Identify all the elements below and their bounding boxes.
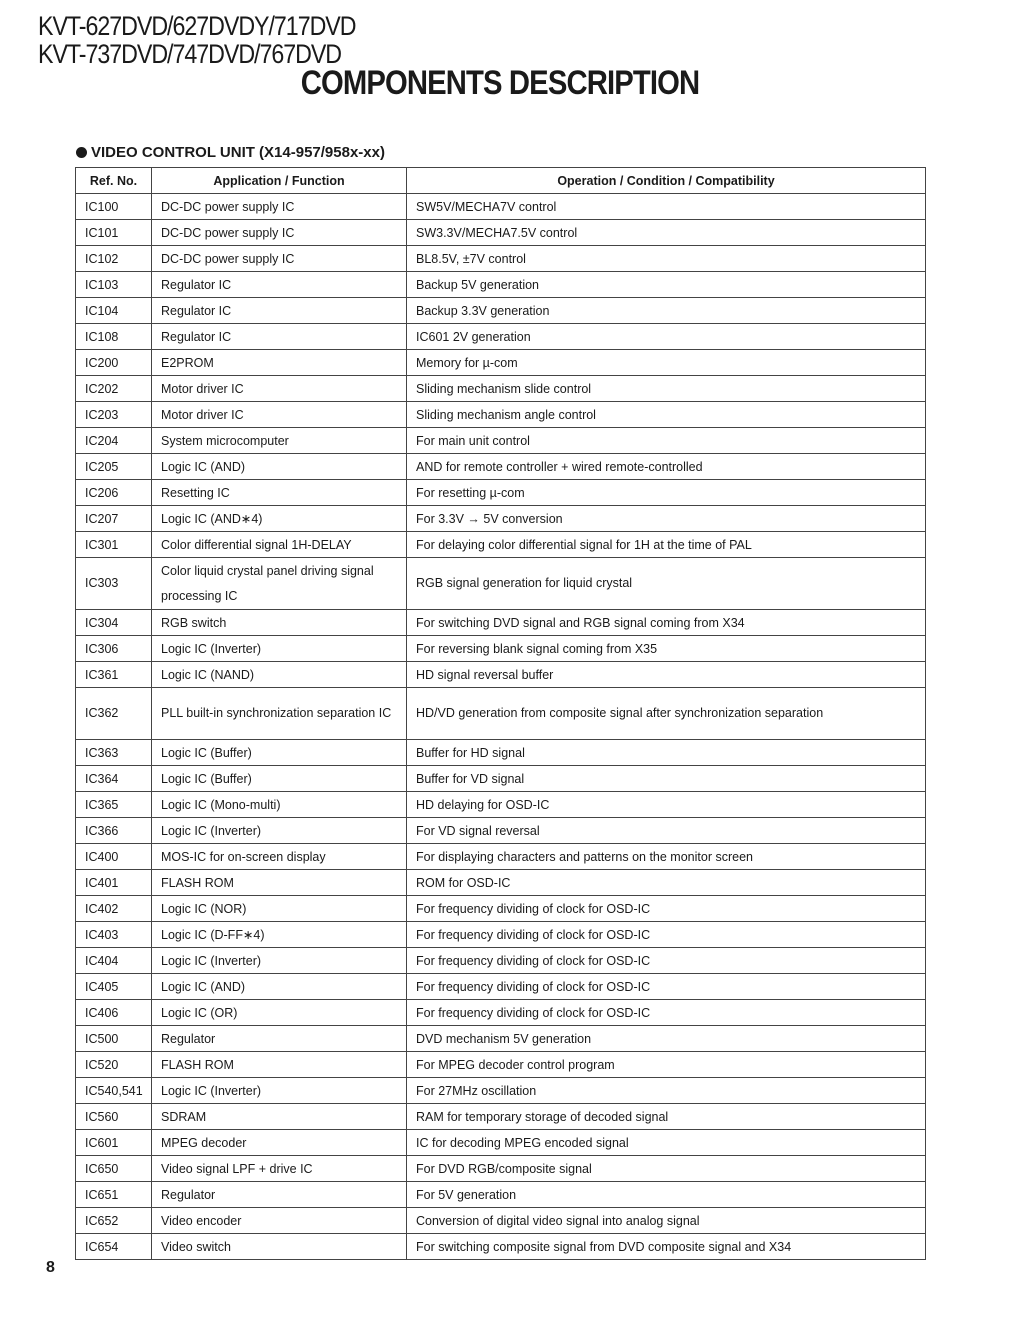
cell-operation: Buffer for VD signal (407, 766, 926, 792)
table-row (76, 948, 926, 974)
cell-function: Regulator IC (152, 324, 407, 350)
section-heading (76, 144, 385, 161)
cell-ref-no: IC207 (76, 506, 152, 532)
table-row (76, 1208, 926, 1234)
table-row (76, 1026, 926, 1052)
cell-ref-no: IC601 (76, 1130, 152, 1156)
table-row (76, 402, 926, 428)
cell-ref-no: IC403 (76, 922, 152, 948)
cell-ref-no: IC560 (76, 1104, 152, 1130)
cell-ref-no: IC100 (76, 194, 152, 220)
table-row (76, 740, 926, 766)
cell-function: Regulator IC (152, 298, 407, 324)
cell-operation: SW5V/MECHA7V control (407, 194, 926, 220)
cell-ref-no: IC405 (76, 974, 152, 1000)
cell-ref-no: IC203 (76, 402, 152, 428)
cell-function: E2PROM (152, 350, 407, 376)
cell-operation: Memory for µ-com (407, 350, 926, 376)
table-row (76, 324, 926, 350)
table-row (76, 1000, 926, 1026)
cell-operation: For main unit control (407, 428, 926, 454)
cell-ref-no: IC650 (76, 1156, 152, 1182)
cell-ref-no: IC400 (76, 844, 152, 870)
cell-function: Logic IC (AND) (152, 974, 407, 1000)
cell-ref-no: IC404 (76, 948, 152, 974)
cell-ref-no: IC101 (76, 220, 152, 246)
cell-operation: RAM for temporary storage of decoded signal (407, 1104, 926, 1130)
table-row (76, 194, 926, 220)
table-row (76, 272, 926, 298)
table-row (76, 662, 926, 688)
cell-function: Logic IC (Inverter) (152, 818, 407, 844)
table-row (76, 1104, 926, 1130)
cell-ref-no: IC103 (76, 272, 152, 298)
column-header-operation: Operation / Condition / Compatibility (407, 168, 926, 194)
table-row (76, 350, 926, 376)
components-table (75, 167, 926, 1260)
table-header-row (76, 168, 926, 194)
cell-function: Logic IC (Buffer) (152, 766, 407, 792)
cell-function: FLASH ROM (152, 870, 407, 896)
cell-operation: HD signal reversal buffer (407, 662, 926, 688)
cell-function: Motor driver IC (152, 402, 407, 428)
cell-operation: Backup 3.3V generation (407, 298, 926, 324)
cell-function: DC-DC power supply IC (152, 194, 407, 220)
cell-ref-no: IC206 (76, 480, 152, 506)
model-line-1: KVT-627DVD/627DVDY/717DVD (38, 11, 356, 41)
cell-ref-no: IC652 (76, 1208, 152, 1234)
table-row (76, 1234, 926, 1260)
cell-ref-no: IC301 (76, 532, 152, 558)
cell-ref-no: IC520 (76, 1052, 152, 1078)
table-row (76, 1156, 926, 1182)
cell-operation: Conversion of digital video signal into analog signal (407, 1208, 926, 1234)
cell-function: MOS-IC for on-screen display (152, 844, 407, 870)
table-row (76, 974, 926, 1000)
cell-ref-no: IC362 (76, 688, 152, 740)
cell-operation: RGB signal generation for liquid crystal (407, 558, 926, 610)
cell-operation: ROM for OSD-IC (407, 870, 926, 896)
model-list (38, 12, 356, 68)
cell-operation: For switching DVD signal and RGB signal coming from X34 (407, 610, 926, 636)
table-row (76, 1052, 926, 1078)
table-row (76, 480, 926, 506)
cell-ref-no: IC406 (76, 1000, 152, 1026)
cell-operation: Sliding mechanism angle control (407, 402, 926, 428)
section-title: VIDEO CONTROL UNIT (X14-957/958x-xx) (91, 144, 385, 161)
cell-operation: For frequency dividing of clock for OSD-IC (407, 922, 926, 948)
cell-operation: Backup 5V generation (407, 272, 926, 298)
table-row (76, 558, 926, 610)
table-body (76, 194, 926, 1260)
cell-operation: For displaying characters and patterns on the monitor screen (407, 844, 926, 870)
table-row (76, 870, 926, 896)
cell-operation: For 27MHz oscillation (407, 1078, 926, 1104)
cell-function: Regulator (152, 1026, 407, 1052)
bullet-icon (76, 147, 87, 158)
cell-function: Logic IC (Inverter) (152, 948, 407, 974)
cell-function: PLL built-in synchronization separation IC (152, 688, 407, 740)
cell-operation: For reversing blank signal coming from X35 (407, 636, 926, 662)
cell-function: Resetting IC (152, 480, 407, 506)
cell-operation: SW3.3V/MECHA7.5V control (407, 220, 926, 246)
cell-function: Logic IC (NAND) (152, 662, 407, 688)
cell-operation: HD delaying for OSD-IC (407, 792, 926, 818)
cell-ref-no: IC304 (76, 610, 152, 636)
cell-operation: For frequency dividing of clock for OSD-IC (407, 948, 926, 974)
cell-ref-no: IC202 (76, 376, 152, 402)
cell-ref-no: IC366 (76, 818, 152, 844)
cell-function: Video encoder (152, 1208, 407, 1234)
cell-function: Video signal LPF + drive IC (152, 1156, 407, 1182)
cell-function: Logic IC (Inverter) (152, 1078, 407, 1104)
table-row (76, 532, 926, 558)
cell-operation: Buffer for HD signal (407, 740, 926, 766)
cell-ref-no: IC654 (76, 1234, 152, 1260)
cell-function: Logic IC (NOR) (152, 896, 407, 922)
cell-operation: For DVD RGB/composite signal (407, 1156, 926, 1182)
cell-ref-no: IC104 (76, 298, 152, 324)
cell-operation: IC for decoding MPEG encoded signal (407, 1130, 926, 1156)
table-row (76, 844, 926, 870)
cell-ref-no: IC401 (76, 870, 152, 896)
cell-function: Regulator IC (152, 272, 407, 298)
cell-operation: HD/VD generation from composite signal after synchronization separation (407, 688, 926, 740)
cell-function: Motor driver IC (152, 376, 407, 402)
cell-ref-no: IC402 (76, 896, 152, 922)
cell-operation: For 5V generation (407, 1182, 926, 1208)
cell-ref-no: IC306 (76, 636, 152, 662)
cell-operation: For 3.3V → 5V conversion (407, 506, 926, 532)
table-row (76, 376, 926, 402)
table-row (76, 688, 926, 740)
cell-operation: For MPEG decoder control program (407, 1052, 926, 1078)
table-row (76, 792, 926, 818)
cell-function: DC-DC power supply IC (152, 246, 407, 272)
cell-function: Logic IC (Inverter) (152, 636, 407, 662)
cell-function: Regulator (152, 1182, 407, 1208)
cell-operation: For delaying color differential signal for 1H at the time of PAL (407, 532, 926, 558)
cell-ref-no: IC200 (76, 350, 152, 376)
table-row (76, 220, 926, 246)
cell-function: Logic IC (Buffer) (152, 740, 407, 766)
table-row (76, 766, 926, 792)
cell-function: Logic IC (D-FF∗4) (152, 922, 407, 948)
cell-operation: For VD signal reversal (407, 818, 926, 844)
cell-operation: IC601 2V generation (407, 324, 926, 350)
cell-operation: For frequency dividing of clock for OSD-IC (407, 896, 926, 922)
page-title: COMPONENTS DESCRIPTION (300, 64, 700, 102)
column-header-function: Application / Function (152, 168, 407, 194)
cell-ref-no: IC303 (76, 558, 152, 610)
model-line-2: KVT-737DVD/747DVD/767DVD (38, 39, 342, 69)
table-row (76, 506, 926, 532)
cell-function: FLASH ROM (152, 1052, 407, 1078)
table-row (76, 818, 926, 844)
column-header-ref: Ref. No. (76, 168, 152, 194)
cell-operation: BL8.5V, ±7V control (407, 246, 926, 272)
cell-operation: For switching composite signal from DVD composite signal and X34 (407, 1234, 926, 1260)
cell-operation: AND for remote controller + wired remote-controlled (407, 454, 926, 480)
table-row (76, 454, 926, 480)
cell-operation: For frequency dividing of clock for OSD-IC (407, 1000, 926, 1026)
cell-operation: Sliding mechanism slide control (407, 376, 926, 402)
cell-ref-no: IC204 (76, 428, 152, 454)
cell-function: Color liquid crystal panel driving signal processing IC (152, 558, 407, 610)
table-row (76, 1182, 926, 1208)
cell-ref-no: IC540,541 (76, 1078, 152, 1104)
table-row (76, 636, 926, 662)
cell-ref-no: IC365 (76, 792, 152, 818)
table-row (76, 298, 926, 324)
page-number: 8 (46, 1259, 55, 1276)
cell-ref-no: IC651 (76, 1182, 152, 1208)
cell-ref-no: IC205 (76, 454, 152, 480)
cell-operation: For frequency dividing of clock for OSD-IC (407, 974, 926, 1000)
cell-ref-no: IC500 (76, 1026, 152, 1052)
cell-function: Video switch (152, 1234, 407, 1260)
table-row (76, 1078, 926, 1104)
cell-function: Logic IC (AND) (152, 454, 407, 480)
cell-function: Logic IC (AND∗4) (152, 506, 407, 532)
cell-ref-no: IC102 (76, 246, 152, 272)
cell-function: Logic IC (Mono-multi) (152, 792, 407, 818)
table-row (76, 896, 926, 922)
cell-function: DC-DC power supply IC (152, 220, 407, 246)
cell-operation: DVD mechanism 5V generation (407, 1026, 926, 1052)
cell-ref-no: IC363 (76, 740, 152, 766)
cell-function: System microcomputer (152, 428, 407, 454)
cell-ref-no: IC108 (76, 324, 152, 350)
cell-function: Logic IC (OR) (152, 1000, 407, 1026)
cell-operation: For resetting µ-com (407, 480, 926, 506)
table-row (76, 246, 926, 272)
table-row (76, 1130, 926, 1156)
table-row (76, 428, 926, 454)
cell-function: SDRAM (152, 1104, 407, 1130)
cell-function: MPEG decoder (152, 1130, 407, 1156)
cell-ref-no: IC364 (76, 766, 152, 792)
table-row (76, 610, 926, 636)
table-row (76, 922, 926, 948)
cell-function: Color differential signal 1H-DELAY (152, 532, 407, 558)
cell-function: RGB switch (152, 610, 407, 636)
cell-ref-no: IC361 (76, 662, 152, 688)
